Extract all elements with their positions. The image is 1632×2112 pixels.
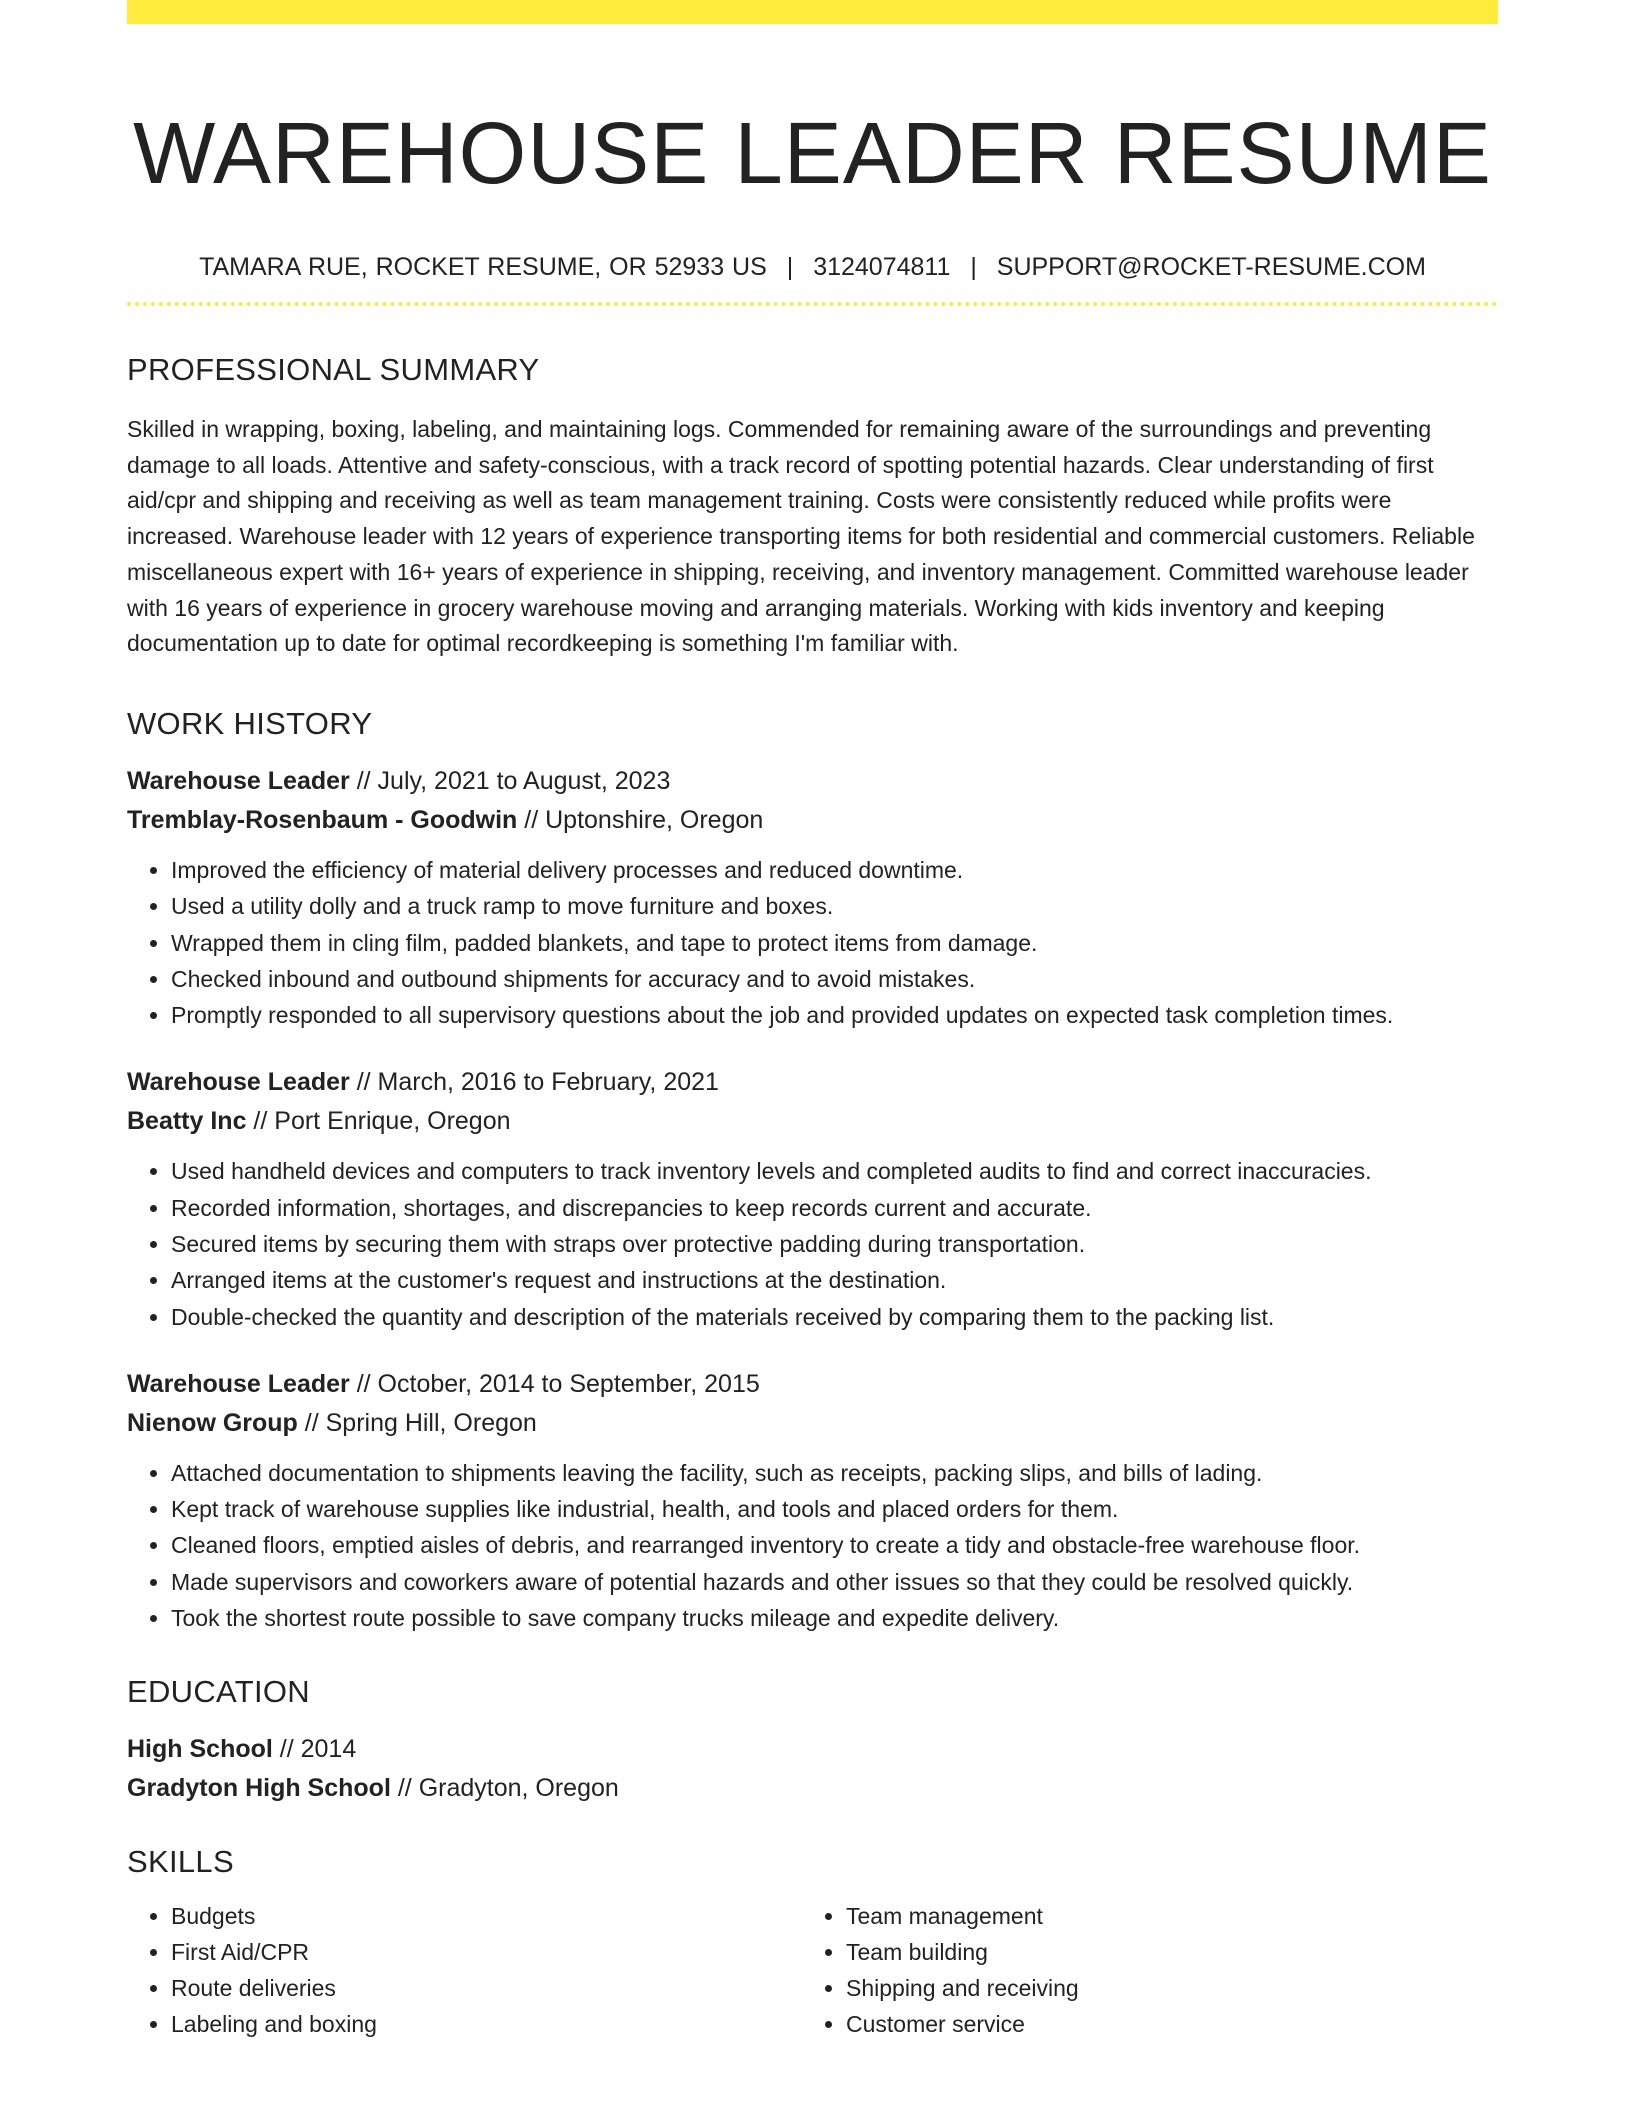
job-company-line	[127, 1404, 1498, 1443]
education-school-line	[127, 1769, 1498, 1808]
job-bullets	[127, 1153, 1498, 1334]
job-location: // Spring Hill, Oregon	[297, 1408, 537, 1437]
skill-item: • Team management	[846, 1898, 1477, 1934]
job-title: Warehouse Leader	[127, 766, 350, 795]
skills-heading: SKILLS	[127, 1844, 234, 1880]
list-item: • Used a utility dolly and a truck ramp to move furniture and boxes.	[171, 888, 1498, 924]
skill-item: • Team building	[846, 1934, 1477, 1970]
job-company: Tremblay-Rosenbaum - Goodwin	[127, 805, 518, 834]
list-item: • Wrapped them in cling film, padded blankets, and tape to protect items from damage.	[171, 925, 1498, 961]
job-entry	[127, 762, 1498, 1033]
list-item: • Made supervisors and coworkers aware of potential hazards and other issues so that they could be resolved quickly.	[171, 1564, 1498, 1600]
job-dates: // July, 2021 to August, 2023	[349, 766, 671, 795]
skills-list-left	[127, 1898, 802, 2042]
summary-heading: PROFESSIONAL SUMMARY	[127, 352, 540, 387]
skills-list-right	[802, 1898, 1477, 2042]
list-item: • Double-checked the quantity and description of the materials received by comparing them to the packing list.	[171, 1299, 1498, 1335]
job-company-line	[127, 1102, 1498, 1141]
contact-address: TAMARA RUE, ROCKET RESUME, OR 52933 US	[199, 253, 767, 281]
summary-text: Skilled in wrapping, boxing, labeling, and maintaining logs. Commended for remaining aware of the surroundings and preventing damage to all loads. Attentive and safety-conscious, with a track record of spotting potential hazards. Clear understanding of first aid/cpr and shipping and receiving as well as team management training. Costs were consistently reduced while profits were increased. Warehouse leader with 12 years of experience transporting items for both residential and commercial customers. Reliable miscellaneous expert with 16+ years of experience in shipping, receiving, and inventory management. Committed warehouse leader with 16 years of experience in grocery warehouse moving and arranging materials. Working with kids inventory and keeping documentation up to date for optimal recordkeeping is something I'm familiar with.	[127, 416, 1475, 657]
skill-item: • Route deliveries	[171, 1970, 802, 2006]
list-item: • Attached documentation to shipments leaving the facility, such as receipts, packing slips, and bills of lading.	[171, 1455, 1498, 1491]
resume-page	[127, 0, 1498, 2042]
job-bullets	[127, 1455, 1498, 1636]
education-entry	[127, 1730, 1498, 1808]
accent-top-bar	[127, 0, 1498, 24]
job-title-line	[127, 1365, 1498, 1404]
list-item: • Checked inbound and outbound shipments for accuracy and to avoid mistakes.	[171, 961, 1498, 997]
work-history-heading: WORK HISTORY	[127, 705, 373, 741]
job-title: Warehouse Leader	[127, 1068, 350, 1097]
list-item: • Took the shortest route possible to save company trucks mileage and expedite delivery.	[171, 1600, 1498, 1636]
education-degree-line	[127, 1730, 1498, 1769]
skill-item: • First Aid/CPR	[171, 1934, 802, 1970]
list-item: • Cleaned floors, emptied aisles of debris, and rearranged inventory to create a tidy and obstacle-free warehouse floor.	[171, 1527, 1498, 1563]
education-heading: EDUCATION	[127, 1674, 310, 1710]
resume-title: WAREHOUSE LEADER RESUME	[133, 105, 1492, 202]
job-entry	[127, 1365, 1498, 1636]
job-entry	[127, 1063, 1498, 1334]
skill-item: • Labeling and boxing	[171, 2006, 802, 2042]
skills-grid	[127, 1898, 1498, 2042]
job-location: // Uptonshire, Oregon	[517, 805, 764, 834]
job-dates: // October, 2014 to September, 2015	[349, 1369, 760, 1398]
list-item: • Secured items by securing them with straps over protective padding during transportation.	[171, 1226, 1498, 1262]
dotted-divider	[127, 302, 1498, 306]
job-dates: // March, 2016 to February, 2021	[349, 1068, 719, 1097]
job-title: Warehouse Leader	[127, 1369, 350, 1398]
list-item: • Used handheld devices and computers to track inventory levels and completed audits to find and correct inaccuracies.	[171, 1153, 1498, 1189]
job-title-line	[127, 1063, 1498, 1102]
skill-item: • Shipping and receiving	[846, 1970, 1477, 2006]
education-degree: High School	[127, 1735, 273, 1764]
list-item: • Promptly responded to all supervisory questions about the job and provided updates on expected task completion times.	[171, 997, 1498, 1033]
contact-separator: |	[970, 253, 977, 281]
list-item: • Kept track of warehouse supplies like industrial, health, and tools and placed orders for them.	[171, 1491, 1498, 1527]
contact-line	[127, 250, 1498, 284]
education-location: // Gradyton, Oregon	[390, 1774, 619, 1803]
list-item: • Arranged items at the customer's request and instructions at the destination.	[171, 1262, 1498, 1298]
list-item: • Improved the efficiency of material delivery processes and reduced downtime.	[171, 852, 1498, 888]
job-company-line	[127, 801, 1498, 840]
job-location: // Port Enrique, Oregon	[246, 1107, 511, 1136]
job-company: Beatty Inc	[127, 1107, 247, 1136]
contact-phone: 3124074811	[813, 253, 951, 281]
skill-item: • Customer service	[846, 2006, 1477, 2042]
education-school: Gradyton High School	[127, 1774, 391, 1803]
list-item: • Recorded information, shortages, and discrepancies to keep records current and accurate.	[171, 1190, 1498, 1226]
job-title-line	[127, 762, 1498, 801]
job-bullets	[127, 852, 1498, 1033]
job-company: Nienow Group	[127, 1408, 298, 1437]
contact-separator: |	[786, 253, 794, 281]
contact-email: SUPPORT@ROCKET-RESUME.COM	[996, 253, 1426, 281]
skill-item: • Budgets	[171, 1898, 802, 1934]
education-year: // 2014	[272, 1735, 357, 1764]
